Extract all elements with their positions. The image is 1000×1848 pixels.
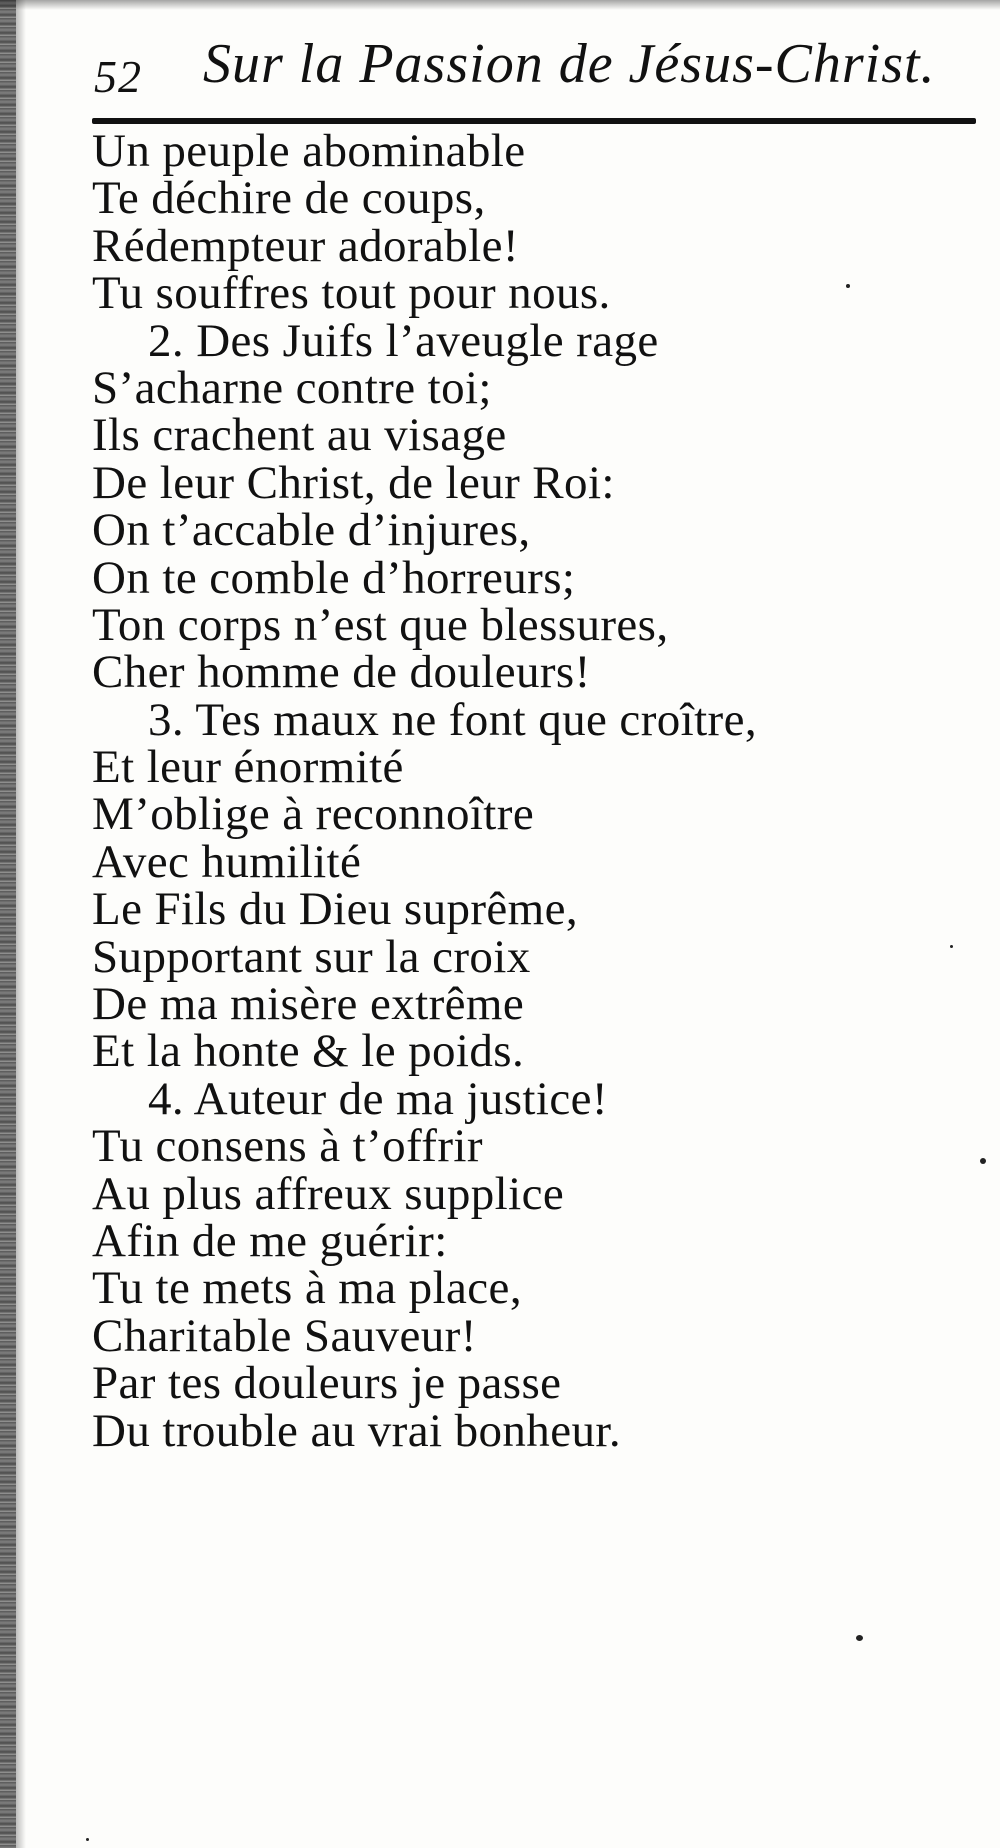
scan-speck: [86, 1838, 89, 1841]
verse-line: Au plus affreux supplice: [92, 1167, 565, 1220]
verse-line: Du trouble au vrai bonheur.: [92, 1404, 621, 1457]
verse-line: Et la honte & le poids.: [92, 1025, 525, 1078]
scan-speck: [856, 1635, 863, 1641]
verse-line: S’acharne contre toi;: [92, 361, 492, 414]
stanza-first-line: 3. Tes maux ne font que croître,: [148, 693, 758, 746]
verse-line: Le Fils du Dieu suprême,: [92, 883, 579, 936]
scan-speck: [950, 945, 953, 948]
verse-line: Tu te mets à ma place,: [92, 1262, 522, 1315]
verse-line: Ton corps n’est que blessures,: [92, 598, 669, 651]
verse-line: Tu souffres tout pour nous.: [92, 267, 611, 320]
verse-line: Charitable Sauveur!: [92, 1309, 477, 1362]
verse-line: Ils crachent au visage: [92, 409, 507, 462]
verse-line: Rédempteur adorable!: [92, 219, 519, 272]
verse-line: Avec humilité: [92, 835, 362, 888]
verse-line: Par tes douleurs je passe: [92, 1357, 562, 1410]
verse-line: Et leur énormité: [92, 741, 404, 794]
stanza-first-line: 2. Des Juifs l’aveugle rage: [148, 314, 659, 367]
verse-line: De ma misère extrême: [92, 978, 525, 1031]
page-number: 52: [94, 51, 142, 102]
page-header: [88, 22, 978, 102]
verse-line: On t’accable d’injures,: [92, 504, 531, 557]
verse-line: On te comble d’horreurs;: [92, 551, 576, 604]
binding-shadow: [16, 0, 26, 1848]
binding-edge: [0, 0, 16, 1848]
header-rule: [92, 118, 976, 124]
verse-line: Tu consens à t’offrir: [92, 1120, 483, 1173]
verse-line: Cher homme de douleurs!: [92, 646, 591, 699]
scan-speck: [846, 284, 850, 288]
running-head: Sur la Passion de Jésus-Christ.: [203, 33, 936, 95]
verse-line: Te déchire de coups,: [92, 172, 486, 225]
poem-body: [92, 125, 972, 1457]
verse-line: Afin de me guérir:: [92, 1214, 448, 1267]
verse-line: Supportant sur la croix: [92, 930, 531, 983]
top-edge-shadow: [0, 0, 1000, 10]
verse-line: Un peuple abominable: [92, 125, 526, 177]
verse-line: M’oblige à reconnoître: [92, 788, 535, 841]
verse-line: De leur Christ, de leur Roi:: [92, 456, 615, 509]
scan-speck: [980, 1158, 986, 1164]
stanza-first-line: 4. Auteur de ma justice!: [148, 1072, 608, 1125]
